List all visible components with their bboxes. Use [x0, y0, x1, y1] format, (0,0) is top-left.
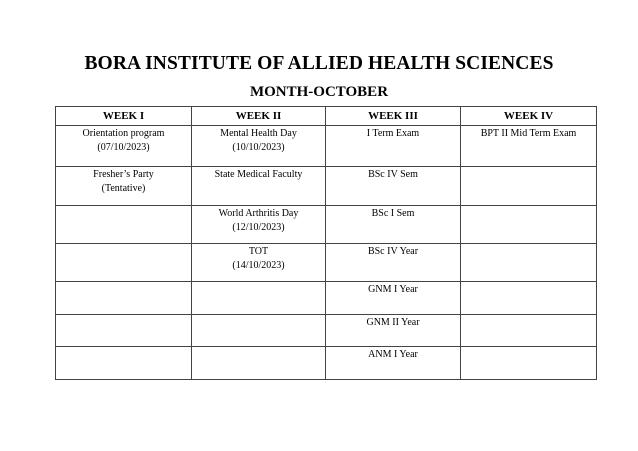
table-row: [56, 167, 597, 206]
table-cell: [461, 206, 597, 244]
table-cell: TOT (14/10/2023): [192, 244, 326, 282]
table-cell: Orientation program (07/10/2023): [56, 126, 192, 167]
table-row: [56, 315, 597, 347]
institute-title: BORA INSTITUTE OF ALLIED HEALTH SCIENCES: [84, 53, 554, 74]
table-cell: BSc IV Year: [326, 244, 461, 282]
table-cell: [56, 315, 192, 347]
table-row: [56, 126, 597, 167]
table-cell: [56, 282, 192, 315]
table-row: [56, 347, 597, 380]
table-row: [56, 244, 597, 282]
table-header-row: [56, 107, 597, 126]
table-cell: [461, 315, 597, 347]
schedule-table: [55, 106, 597, 380]
table-cell: GNM II Year: [326, 315, 461, 347]
table-cell: [461, 244, 597, 282]
table-cell: [192, 347, 326, 380]
header-week-2: WEEK II: [192, 107, 326, 126]
table-cell: BSc I Sem: [326, 206, 461, 244]
table-cell: I Term Exam: [326, 126, 461, 167]
table-cell: [192, 315, 326, 347]
header-week-3: WEEK III: [326, 107, 461, 126]
table-cell: [461, 167, 597, 206]
table-cell: ANM I Year: [326, 347, 461, 380]
table-cell: Fresher’s Party (Tentative): [56, 167, 192, 206]
table-cell: GNM I Year: [326, 282, 461, 315]
table-cell: [192, 282, 326, 315]
table-cell: BSc IV Sem: [326, 167, 461, 206]
header-week-4: WEEK IV: [461, 107, 597, 126]
table-cell: State Medical Faculty: [192, 167, 326, 206]
table-cell: [461, 347, 597, 380]
header-week-1: WEEK I: [56, 107, 192, 126]
month-subtitle: MONTH-OCTOBER: [249, 84, 389, 100]
table-cell: [461, 282, 597, 315]
table-cell: BPT II Mid Term Exam: [461, 126, 597, 167]
table-cell: [56, 347, 192, 380]
table-cell: World Arthritis Day (12/10/2023): [192, 206, 326, 244]
table-row: [56, 282, 597, 315]
table-cell: Mental Health Day (10/10/2023): [192, 126, 326, 167]
table-row: [56, 206, 597, 244]
table-cell: [56, 244, 192, 282]
table-cell: [56, 206, 192, 244]
